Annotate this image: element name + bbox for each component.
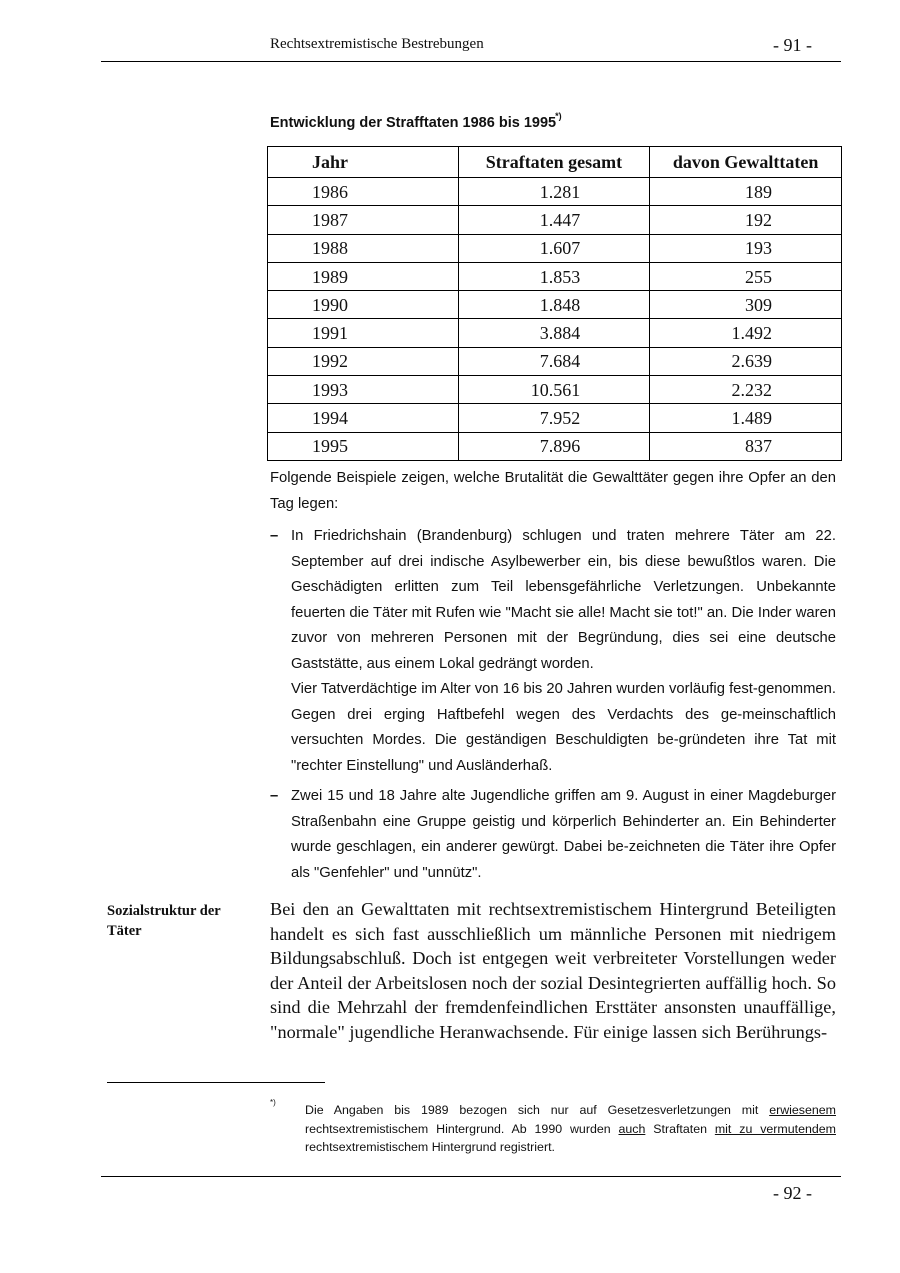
cell-violent: 193	[650, 234, 842, 262]
header-page-number: - 91 -	[773, 35, 812, 55]
cell-violent: 2.639	[650, 347, 842, 375]
cell-year: 1993	[268, 376, 459, 404]
running-header-title: Rechtsextremistische Bestrebungen	[270, 36, 484, 52]
cell-total: 7.684	[458, 347, 650, 375]
cell-year: 1995	[268, 432, 459, 460]
table-title	[270, 113, 562, 131]
cell-violent: 1.492	[650, 319, 842, 347]
cell-total: 1.281	[458, 178, 650, 206]
column-header-total-offenses: Straftaten gesamt	[458, 147, 650, 178]
footnote-underlined: auch	[618, 1121, 646, 1136]
column-header-year: Jahr	[268, 147, 459, 178]
cell-violent: 189	[650, 178, 842, 206]
cell-total: 3.884	[458, 319, 650, 347]
cell-total: 1.607	[458, 234, 650, 262]
footnote-underlined: erwiesenem	[769, 1103, 836, 1117]
bullet-dash: –	[270, 788, 279, 804]
example-bullet-magdeburg	[270, 784, 836, 886]
footer-rule	[101, 1176, 841, 1177]
margin-heading: Sozialstruktur der Täter	[107, 903, 221, 939]
footnote-rule	[107, 1082, 325, 1083]
bullet-dash: –	[270, 528, 279, 544]
table-row	[268, 234, 842, 262]
cell-total: 10.561	[458, 376, 650, 404]
table-row	[268, 404, 842, 432]
cell-total: 1.853	[458, 262, 650, 290]
table-header-row	[268, 147, 842, 178]
table-row	[268, 432, 842, 460]
cell-year: 1992	[268, 347, 459, 375]
table-row	[268, 206, 842, 234]
table-row	[268, 262, 842, 290]
cell-year: 1989	[268, 262, 459, 290]
cell-year: 1988	[268, 234, 459, 262]
table-row	[268, 376, 842, 404]
cell-violent: 192	[650, 206, 842, 234]
table-row	[268, 347, 842, 375]
cell-total: 7.896	[458, 432, 650, 460]
footnote-text-part: rechtsextremistischem Hintergrund registriert.	[305, 1140, 555, 1154]
table-row	[268, 178, 842, 206]
cell-total: 7.952	[458, 404, 650, 432]
column-header-violent-offenses: davon Gewalttaten	[650, 147, 842, 178]
footnote-text-part: Die Angaben bis 1989 bezogen sich nur auf Gesetzesverletzungen mit	[305, 1103, 770, 1117]
footnote-underlined: mit zu vermutendem	[714, 1121, 836, 1136]
cell-total: 1.447	[458, 206, 650, 234]
table-title-footnote-mark: *)	[555, 111, 562, 121]
footnote-text	[305, 1101, 836, 1157]
cell-violent: 1.489	[650, 404, 842, 432]
cell-year: 1994	[268, 404, 459, 432]
table-row	[268, 291, 842, 319]
table-row	[268, 319, 842, 347]
cell-total: 1.848	[458, 291, 650, 319]
footer-page-number: - 92 -	[773, 1183, 812, 1203]
example-bullet-friedrichshain	[270, 524, 836, 779]
header-rule	[101, 61, 841, 62]
cell-year: 1986	[268, 178, 459, 206]
cell-year: 1987	[268, 206, 459, 234]
footnote-text-part: Straftaten	[645, 1121, 715, 1136]
footnote-mark: *)	[270, 1098, 276, 1107]
cell-violent: 2.232	[650, 376, 842, 404]
table-title-text: Entwicklung der Strafftaten 1986 bis 1995	[270, 114, 557, 131]
crime-statistics-table	[267, 146, 842, 461]
intro-paragraph: Folgende Beispiele zeigen, welche Brutalität die Gewalttäter gegen ihre Opfer an den Tag legen:	[270, 470, 836, 512]
bullet-paragraph: Vier Tatverdächtige im Alter von 16 bis 20 Jahren wurden vorläufig fest-genommen. Gegen drei erging Haftbefehl wegen des Verdachts des ge-meinschaftlich versuchten Mordes. Die geständigen Beschuldigten be-gründeten ihre Tat mit "rechter Einstellung" und Ausländerhaß.	[291, 681, 836, 774]
cell-violent: 837	[650, 432, 842, 460]
cell-violent: 309	[650, 291, 842, 319]
footnote-text-part: rechtsextremistischem Hintergrund. Ab 1990 wurden	[305, 1121, 619, 1136]
main-paragraph: Bei den an Gewalttaten mit rechtsextremistischem Hintergrund Beteiligten handelt es sich fast ausschließlich um männliche Personen mit niedrigem Bildungsabschluß. Doch ist entgegen weit verbreiteter Vorstellungen weder der Anteil der Arbeitslosen noch der sozial Desintegrierten auffällig hoch. So sind die Mehrzahl der fremdenfeindlichen Ersttäter ansonsten unauffällige, "normale" jugendliche Heranwachsende. Für einige lassen sich Berührungs-	[270, 899, 836, 1042]
cell-year: 1990	[268, 291, 459, 319]
cell-violent: 255	[650, 262, 842, 290]
cell-year: 1991	[268, 319, 459, 347]
bullet-paragraph: Zwei 15 und 18 Jahre alte Jugendliche griffen am 9. August in einer Magdeburger Straßenbahn eine Gruppe geistig und körperlich Behinderter an. Ein Behinderter wurde geschlagen, ein anderer gewürgt. Dabei be-zeichneten die Täter ihre Opfer als "Genfehler" und "unnütz".	[291, 788, 836, 881]
bullet-paragraph: In Friedrichshain (Brandenburg) schlugen und traten mehrere Täter am 22. September auf drei indische Asylbewerber ein, bis diese bewußtlos waren. Die Geschädigten erlitten zum Teil lebensgefährliche Verletzungen. Unbekannte feuerten die Täter mit Rufen wie "Macht sie alle! Macht sie tot!" an. Die Inder waren zuvor von mehreren Personen mit der Begründung, dies sei eine deutsche Gaststätte, aus einem Lokal gedrängt worden.	[291, 528, 836, 672]
